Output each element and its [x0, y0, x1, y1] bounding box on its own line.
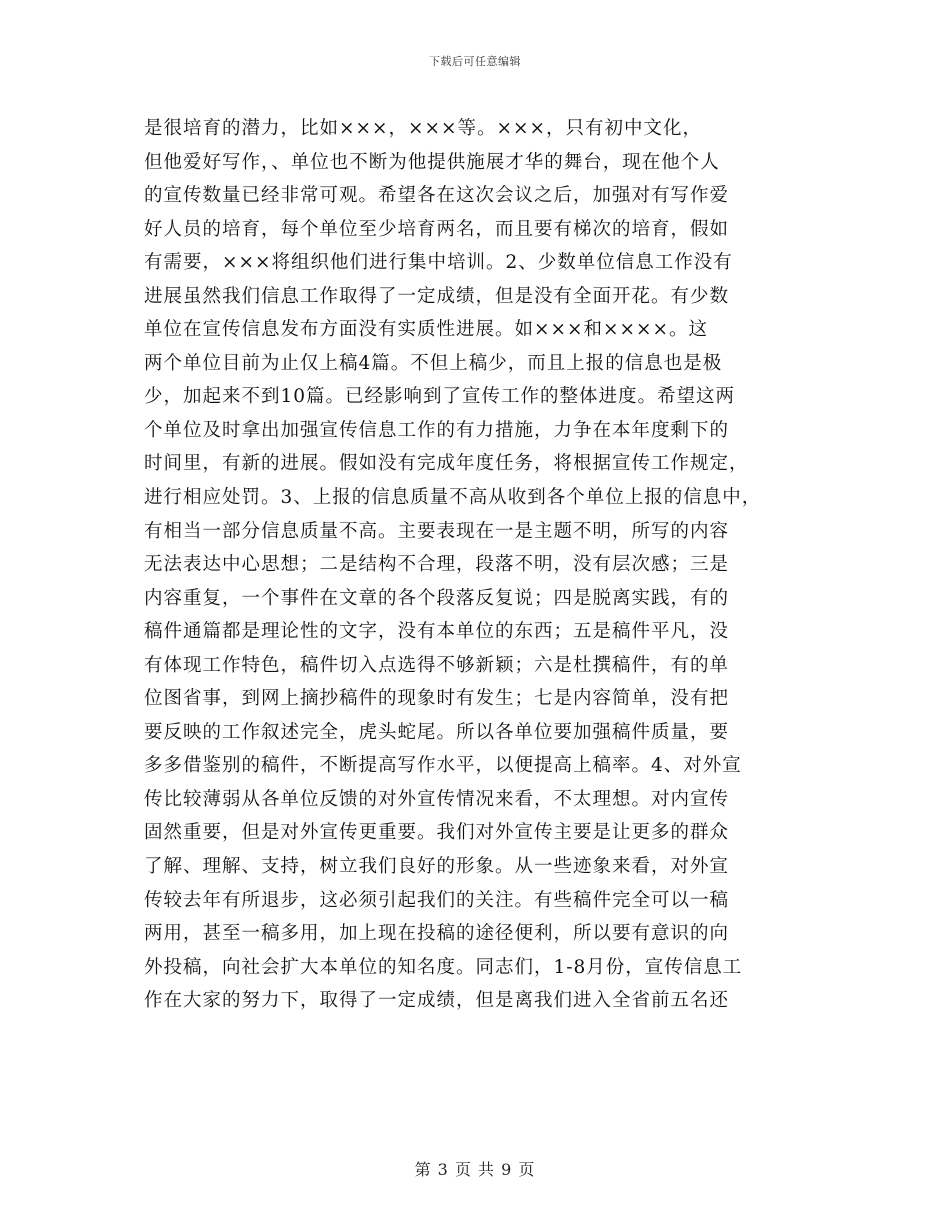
text-line: 多多借鉴别的稿件，不断提高写作水平，以便提高上稿率。4、对外宣 — [144, 755, 742, 777]
text-line: 传比较薄弱从各单位反馈的对外宣传情况来看，不太理想。对内宣传 — [144, 788, 730, 810]
text-line: 两个单位目前为止仅上稿4篇。不但上稿少，而且上报的信息也是极 — [144, 352, 723, 374]
text-line: 两用，甚至一稿多用，加上现在投稿的途径便利，所以要有意识的向 — [144, 923, 730, 945]
text-line: 有体现工作特色，稿件切入点选得不够新颖；六是杜撰稿件，有的单 — [144, 654, 730, 676]
text-line: 了解、理解、支持，树立我们良好的形象。从一些迹象来看，对外宣 — [144, 856, 730, 878]
text-line: 的宣传数量已经非常可观。希望各在这次会议之后，加强对有写作爱 — [144, 185, 730, 207]
text-line: 无法表达中心思想；二是结构不合理，段落不明，没有层次感；三是 — [144, 554, 730, 576]
page-header: 下载后可任意编辑 — [429, 55, 521, 68]
text-line: 固然重要，但是对外宣传更重要。我们对外宣传主要是让更多的群众 — [144, 822, 730, 844]
text-line: 传较去年有所退步，这必须引起我们的关注。有些稿件完全可以一稿 — [144, 889, 730, 911]
page-number-footer: 第 3 页 共 9 页 — [414, 1160, 536, 1179]
text-line: 外投稿，向社会扩大本单位的知名度。同志们，1-8月份，宣传信息工 — [144, 956, 743, 978]
text-line: 作在大家的努力下，取得了一定成绩，但是离我们进入全省前五名还 — [144, 990, 730, 1012]
text-line: 有需要，×××将组织他们进行集中培训。2、少数单位信息工作没有 — [144, 252, 733, 274]
text-line: 位图省事，到网上摘抄稿件的现象时有发生；七是内容简单，没有把 — [144, 688, 730, 710]
text-line: 个单位及时拿出加强宣传信息工作的有力措施，力争在本年度剩下的 — [144, 419, 730, 441]
text-line: 时间里，有新的进展。假如没有完成年度任务，将根据宣传工作规定， — [144, 453, 749, 475]
text-line: 单位在宣传信息发布方面没有实质性进展。如×××和××××。这 — [144, 319, 709, 341]
text-line: 要反映的工作叙述完全，虎头蛇尾。所以各单位要加强稿件质量，要 — [144, 721, 730, 743]
text-line: 但他爱好写作，、单位也不断为他提供施展才华的舞台，现在他个人 — [144, 151, 720, 173]
text-line: 少，加起来不到10篇。已经影响到了宣传工作的整体进度。希望这两 — [144, 386, 736, 408]
text-line: 稿件通篇都是理论性的文字，没有本单位的东西；五是稿件平凡，没 — [144, 621, 730, 643]
text-line: 有相当一部分信息质量不高。主要表现在一是主题不明，所写的内容 — [144, 520, 730, 542]
text-line: 进展虽然我们信息工作取得了一定成绩，但是没有全面开花。有少数 — [144, 285, 730, 307]
text-line: 进行相应处罚。3、上报的信息质量不高从收到各个单位上报的信息中， — [144, 487, 762, 509]
text-line: 内容重复，一个事件在文章的各个段落反复说；四是脱离实践，有的 — [144, 587, 730, 609]
body-text — [144, 112, 824, 1018]
text-line: 好人员的培育，每个单位至少培育两名，而且要有梯次的培育，假如 — [144, 218, 730, 240]
text-line: 是很培育的潜力，比如×××，×××等。×××，只有初中文化， — [144, 118, 703, 139]
